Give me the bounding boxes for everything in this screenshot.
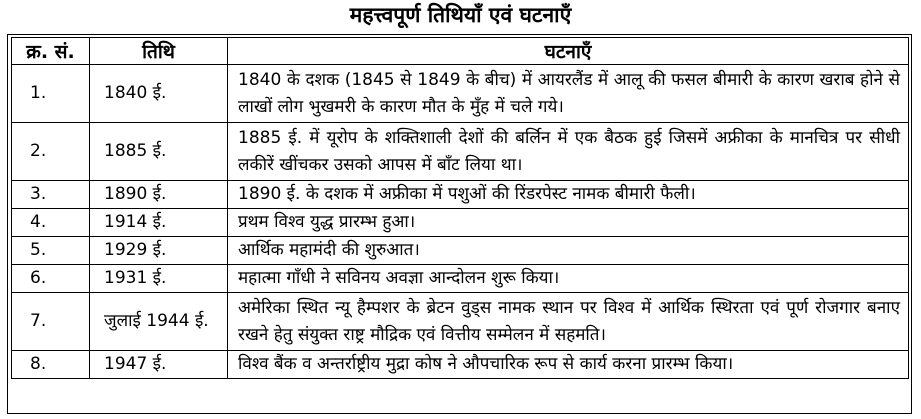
serial-number-cell: 1. — [12, 65, 90, 123]
event-cell: 1885 ई. में यूरोप के शक्तिशाली देशों की बर्लिन में एक बैठक हुई जिसमें अफ्रीका के मानचित्र पर सीधी लकीरें खींचकर उसको आपस में बाँट लिया था। — [228, 123, 909, 181]
table-row — [12, 265, 909, 293]
event-cell: आर्थिक महामंदी की शुरुआत। — [228, 237, 909, 265]
table-header-row — [12, 38, 909, 65]
table-row — [12, 209, 909, 237]
date-cell: 1890 ई. — [90, 181, 228, 209]
serial-number-cell: 7. — [12, 293, 90, 351]
table-row — [12, 123, 909, 181]
serial-number-cell: 6. — [12, 265, 90, 293]
header-serial-number: क्र. सं. — [12, 38, 90, 65]
header-events: घटनाएँ — [228, 38, 909, 65]
table-row — [12, 293, 909, 351]
date-cell: 1840 ई. — [90, 65, 228, 123]
header-date: तिथि — [90, 38, 228, 65]
events-table — [11, 37, 909, 379]
table-row — [12, 351, 909, 379]
date-cell: 1931 ई. — [90, 265, 228, 293]
serial-number-cell: 8. — [12, 351, 90, 379]
serial-number-cell: 2. — [12, 123, 90, 181]
page-title: महत्त्वपूर्ण तिथियाँ एवं घटनाएँ — [349, 3, 572, 27]
table-row — [12, 65, 909, 123]
date-cell: 1914 ई. — [90, 209, 228, 237]
date-cell: 1947 ई. — [90, 351, 228, 379]
event-cell: महात्मा गाँधी ने सविनय अवज्ञा आन्दोलन शुरू किया। — [228, 265, 909, 293]
table-row — [12, 237, 909, 265]
serial-number-cell: 4. — [12, 209, 90, 237]
serial-number-cell: 5. — [12, 237, 90, 265]
date-cell: 1885 ई. — [90, 123, 228, 181]
table-row — [12, 181, 909, 209]
event-cell: प्रथम विश्व युद्ध प्रारम्भ हुआ। — [228, 209, 909, 237]
event-cell: अमेरिका स्थित न्यू हैम्पशर के ब्रेटन वुड्स नामक स्थान पर विश्व में आर्थिक स्थिरता एवं पूर्ण रोजगार बनाए रखने हेतु संयुक्त राष्ट्र मौद्रिक एवं वित्तीय सम्मेलन में सहमति। — [228, 293, 909, 351]
serial-number-cell: 3. — [12, 181, 90, 209]
date-cell: जुलाई 1944 ई. — [90, 293, 228, 351]
date-cell: 1929 ई. — [90, 237, 228, 265]
event-cell: 1840 के दशक (1845 से 1849 के बीच) में आयरलैंड में आलू की फसल बीमारी के कारण खराब होने से लाखों लोग भुखमरी के कारण मौत के मुँह में चले गये। — [228, 65, 909, 123]
event-cell: विश्व बैंक व अन्तर्राष्ट्रीय मुद्रा कोष ने औपचारिक रूप से कार्य करना प्रारम्भ किया। — [228, 351, 909, 379]
event-cell: 1890 ई. के दशक में अफ्रीका में पशुओं की रिंडरपेस्ट नामक बीमारी फैली। — [228, 181, 909, 209]
